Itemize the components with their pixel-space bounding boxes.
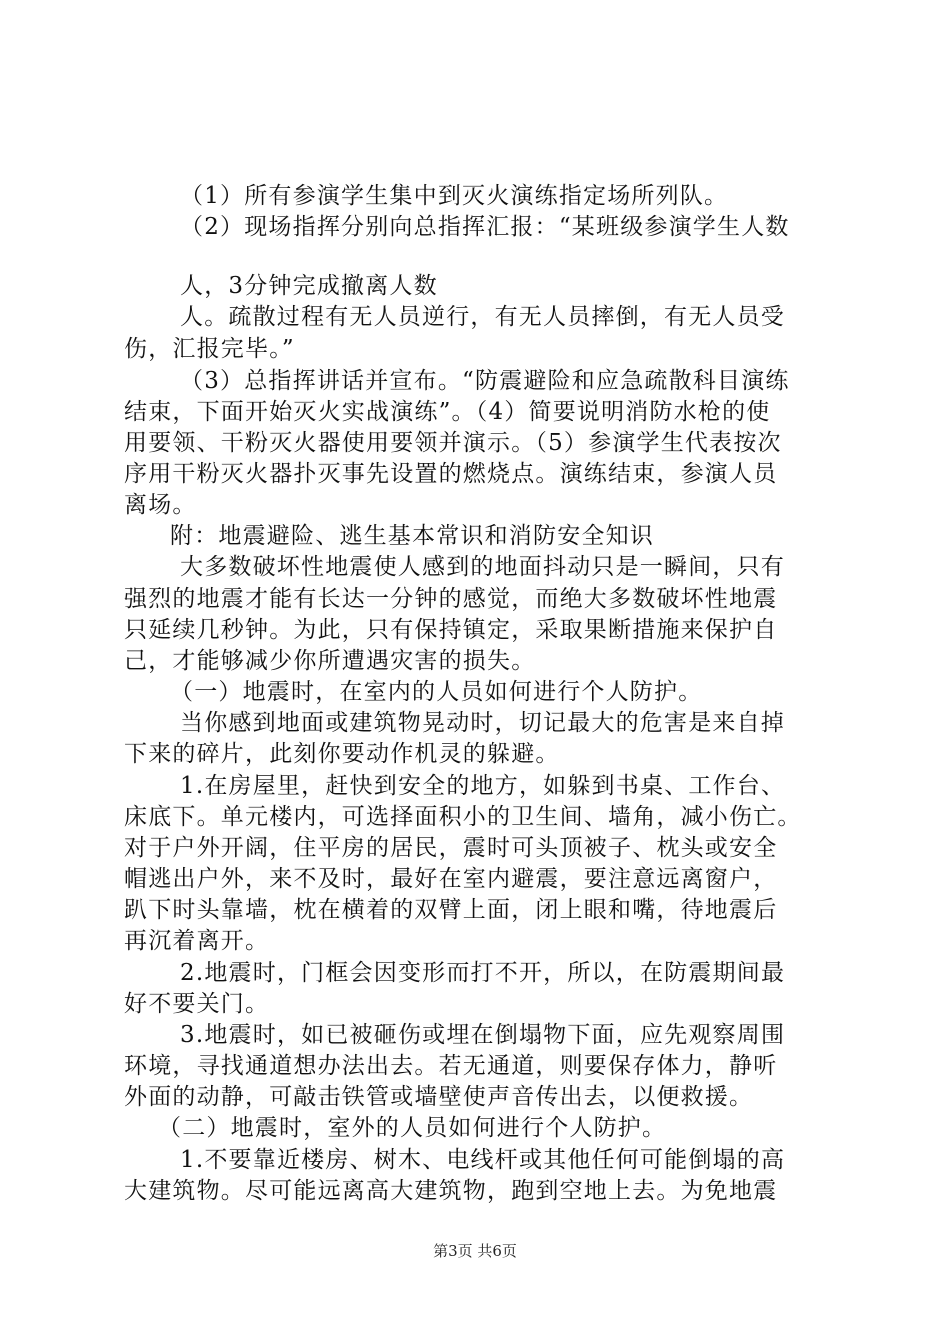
paragraph-line: 己，才能够减少你所遭遇灾害的损失。 [124,648,536,674]
paragraph-line: （二）地震时，室外的人员如何进行个人防护。 [158,1115,667,1141]
paragraph-line: （一）地震时，在室内的人员如何进行个人防护。 [170,679,703,705]
paragraph-line: 下来的碎片，此刻你要动作机灵的躲避。 [124,741,560,767]
paragraph-line: 床底下。单元楼内，可选择面积小的卫生间、墙角，减小伤亡。 [124,804,802,830]
paragraph-line: 离场。 [124,492,197,518]
paragraph-line: 1.不要靠近楼房、树木、电线杆或其他任何可能倒塌的高 [180,1147,786,1173]
paragraph-line: 用要领、干粉灭火器使用要领并演示。（5）参演学生代表按次 [124,430,782,456]
paragraph-line: 趴下时头靠墙，枕在横着的双臂上面，闭上眼和嘴，待地震后 [124,897,778,923]
paragraph-line: （2）现场指挥分别向总指挥汇报：“某班级参演学生人数 [180,214,790,240]
paragraph-line: 好不要关门。 [124,991,270,1017]
paragraph-line: 大建筑物。尽可能远离高大建筑物，跑到空地上去。为免地震 [124,1178,778,1204]
paragraph-line: 帽逃出户外，来不及时，最好在室内避震，要注意远离窗户， [124,866,778,892]
paragraph-line: 人，3分钟完成撤离人数 [180,273,438,299]
paragraph-line: 对于户外开阔，住平房的居民，震时可头顶被子、枕头或安全 [124,835,778,861]
paragraph-line: 伤，汇报完毕。” [124,336,295,362]
paragraph-line: 3.地震时，如已被砸伤或埋在倒塌物下面，应先观察周围 [180,1022,786,1048]
paragraph-line: 附：地震避险、逃生基本常识和消防安全知识 [170,523,654,549]
paragraph-line: 只延续几秒钟。为此，只有保持镇定，采取果断措施来保护自 [124,617,778,643]
paragraph-line: 再沉着离开。 [124,928,270,954]
paragraph-line: 2.地震时，门框会因变形而打不开，所以，在防震期间最 [180,960,786,986]
paragraph-line: 1.在房屋里，赶快到安全的地方，如躲到书桌、工作台、 [180,773,786,799]
paragraph-line: 外面的动静，可敲击铁管或墙壁使声音传出去，以便救援。 [124,1084,754,1110]
paragraph-line: 当你感到地面或建筑物晃动时，切记最大的危害是来自掉 [180,710,785,736]
paragraph-line: 序用干粉灭火器扑灭事先设置的燃烧点。演练结束，参演人员 [124,461,778,487]
paragraph-line: 人。疏散过程有无人员逆行，有无人员摔倒，有无人员受 [180,304,785,330]
paragraph-line: （1）所有参演学生集中到灭火演练指定场所列队。 [180,183,729,209]
paragraph-line: （3）总指挥讲话并宣布。“防震避险和应急疏散科目演练 [180,368,790,394]
paragraph-line: 环境，寻找通道想办法出去。若无通道，则要保存体力，静听 [124,1053,778,1079]
paragraph-line: 大多数破坏性地震使人感到的地面抖动只是一瞬间，只有 [180,554,785,580]
paragraph-line: 结束，下面开始灭火实战演练”。（4）简要说明消防水枪的使 [124,399,771,425]
page-number-footer: 第3页 共6页 [433,1242,517,1260]
paragraph-line: 强烈的地震才能有长达一分钟的感觉，而绝大多数破坏性地震 [124,586,778,612]
